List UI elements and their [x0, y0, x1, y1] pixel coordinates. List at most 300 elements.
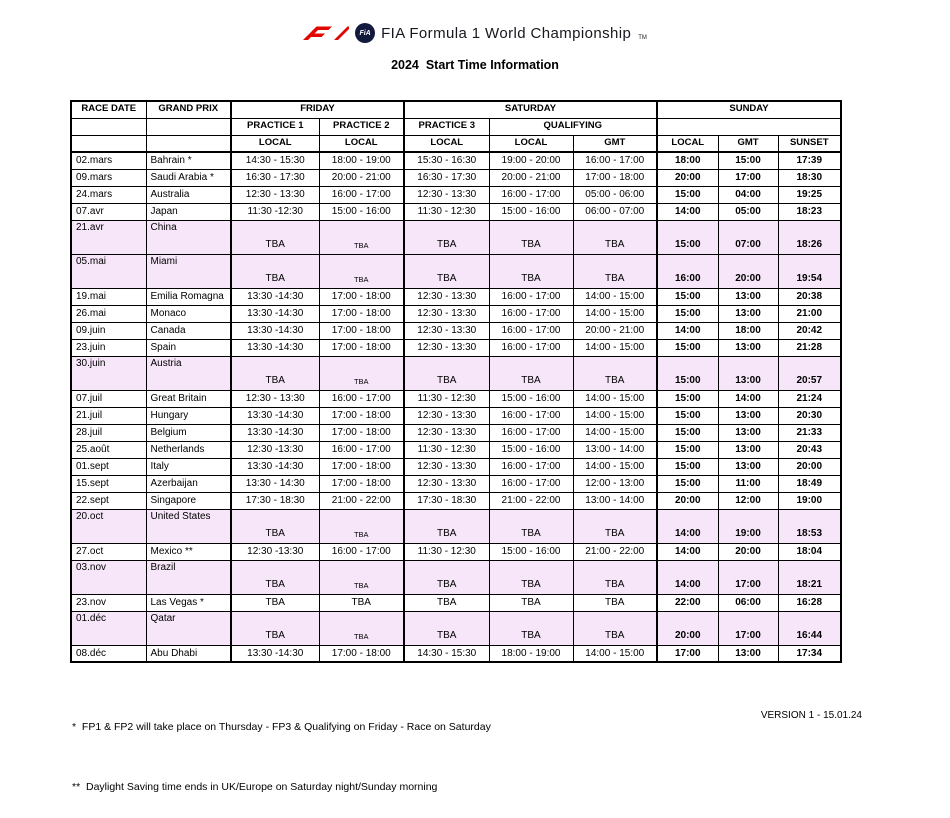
- qualifying-local-cell: 16:00 - 17:00: [489, 305, 573, 322]
- sunset-cell: 18:49: [778, 475, 841, 492]
- sunset-cell: 19:54: [778, 254, 841, 288]
- qualifying-local-cell: 16:00 - 17:00: [489, 475, 573, 492]
- sunday-local-cell: 14:00: [657, 203, 718, 220]
- practice2-local-cell: 15:00 - 16:00: [319, 203, 404, 220]
- practice1-local-cell: 13:30 - 14:30: [231, 475, 319, 492]
- practice2-local-cell: TBA: [319, 594, 404, 611]
- sunset-cell: 18:53: [778, 509, 841, 543]
- qualifying-gmt-cell: 13:00 - 14:00: [573, 441, 657, 458]
- table-row: [71, 475, 841, 492]
- grand-prix-cell: Singapore: [146, 492, 231, 509]
- grand-prix-cell: Qatar: [146, 611, 231, 645]
- qualifying-gmt-cell: 21:00 - 22:00: [573, 543, 657, 560]
- table-row: [71, 424, 841, 441]
- empty-cell: [657, 118, 841, 135]
- practice2-local-cell: 17:00 - 18:00: [319, 288, 404, 305]
- sunset-cell: 21:00: [778, 305, 841, 322]
- sunday-local-cell: 16:00: [657, 254, 718, 288]
- sunday-local-cell: 15:00: [657, 458, 718, 475]
- race-date-cell: 20.oct: [71, 509, 146, 543]
- sunday-gmt-cell: 13:00: [718, 424, 778, 441]
- practice2-local-cell: 17:00 - 18:00: [319, 458, 404, 475]
- sunday-gmt-cell: 13:00: [718, 339, 778, 356]
- practice3-local-cell: TBA: [404, 509, 489, 543]
- championship-header: [0, 24, 950, 42]
- qualifying-gmt-cell: 14:00 - 15:00: [573, 424, 657, 441]
- race-date-cell: 07.avr: [71, 203, 146, 220]
- sunset-cell: 20:42: [778, 322, 841, 339]
- practice3-local-cell: 12:30 - 13:30: [404, 458, 489, 475]
- sunset-cell: 19:00: [778, 492, 841, 509]
- table-row: [71, 305, 841, 322]
- sunday-local-cell: 18:00: [657, 152, 718, 169]
- grand-prix-cell: Great Britain: [146, 390, 231, 407]
- sunset-cell: 17:39: [778, 152, 841, 169]
- col-p2-local: LOCAL: [319, 135, 404, 152]
- sunday-gmt-cell: 13:00: [718, 458, 778, 475]
- sunset-cell: 18:04: [778, 543, 841, 560]
- race-date-cell: 30.juin: [71, 356, 146, 390]
- table-row: [71, 594, 841, 611]
- sunset-cell: 21:33: [778, 424, 841, 441]
- qualifying-gmt-cell: TBA: [573, 254, 657, 288]
- race-date-cell: 09.juin: [71, 322, 146, 339]
- qualifying-gmt-cell: 17:00 - 18:00: [573, 169, 657, 186]
- sunday-gmt-cell: 13:00: [718, 356, 778, 390]
- practice2-local-cell: TBA: [319, 254, 404, 288]
- grand-prix-cell: Emilia Romagna: [146, 288, 231, 305]
- header-row-sessions: [71, 118, 841, 135]
- sunday-local-cell: 15:00: [657, 441, 718, 458]
- sunday-local-cell: 14:00: [657, 560, 718, 594]
- practice3-local-cell: 12:30 - 13:30: [404, 407, 489, 424]
- sunday-local-cell: 15:00: [657, 356, 718, 390]
- grand-prix-cell: Saudi Arabia *: [146, 169, 231, 186]
- qualifying-local-cell: TBA: [489, 254, 573, 288]
- sunday-gmt-cell: 13:00: [718, 305, 778, 322]
- grand-prix-cell: Canada: [146, 322, 231, 339]
- qualifying-gmt-cell: 06:00 - 07:00: [573, 203, 657, 220]
- practice3-local-cell: TBA: [404, 611, 489, 645]
- practice2-local-cell: 17:00 - 18:00: [319, 424, 404, 441]
- sunday-local-cell: 15:00: [657, 424, 718, 441]
- race-date-cell: 05.mai: [71, 254, 146, 288]
- race-date-cell: 07.juil: [71, 390, 146, 407]
- col-practice2: PRACTICE 2: [319, 118, 404, 135]
- race-date-cell: 22.sept: [71, 492, 146, 509]
- practice2-local-cell: 17:00 - 18:00: [319, 407, 404, 424]
- qualifying-gmt-cell: TBA: [573, 220, 657, 254]
- practice1-local-cell: 13:30 -14:30: [231, 458, 319, 475]
- sunday-local-cell: 15:00: [657, 407, 718, 424]
- sunday-gmt-cell: 13:00: [718, 441, 778, 458]
- race-date-cell: 02.mars: [71, 152, 146, 169]
- table-row: [71, 339, 841, 356]
- practice3-local-cell: 11:30 - 12:30: [404, 390, 489, 407]
- sunday-local-cell: 14:00: [657, 322, 718, 339]
- header-row-timezones: [71, 135, 841, 152]
- sunday-gmt-cell: 20:00: [718, 254, 778, 288]
- table-row: [71, 458, 841, 475]
- practice1-local-cell: TBA: [231, 220, 319, 254]
- race-date-cell: 09.mars: [71, 169, 146, 186]
- race-date-cell: 21.avr: [71, 220, 146, 254]
- race-date-cell: 08.déc: [71, 645, 146, 662]
- table-row: [71, 322, 841, 339]
- qualifying-gmt-cell: 14:00 - 15:00: [573, 339, 657, 356]
- practice3-local-cell: TBA: [404, 356, 489, 390]
- practice2-local-cell: 17:00 - 18:00: [319, 322, 404, 339]
- practice3-local-cell: 12:30 - 13:30: [404, 475, 489, 492]
- table-row: [71, 152, 841, 169]
- qualifying-gmt-cell: TBA: [573, 356, 657, 390]
- practice2-local-cell: TBA: [319, 220, 404, 254]
- practice3-local-cell: 16:30 - 17:30: [404, 169, 489, 186]
- sunday-gmt-cell: 05:00: [718, 203, 778, 220]
- sunset-cell: 19:25: [778, 186, 841, 203]
- col-q-gmt: GMT: [573, 135, 657, 152]
- sunday-gmt-cell: 17:00: [718, 560, 778, 594]
- qualifying-local-cell: TBA: [489, 220, 573, 254]
- sunday-local-cell: 20:00: [657, 611, 718, 645]
- col-qualifying: QUALIFYING: [489, 118, 657, 135]
- practice1-local-cell: TBA: [231, 254, 319, 288]
- sunset-cell: 17:34: [778, 645, 841, 662]
- race-date-cell: 25.août: [71, 441, 146, 458]
- grand-prix-cell: China: [146, 220, 231, 254]
- fia-badge-icon: FiA: [356, 24, 374, 42]
- sunset-cell: 21:28: [778, 339, 841, 356]
- practice2-local-cell: 17:00 - 18:00: [319, 339, 404, 356]
- practice1-local-cell: 17:30 - 18:30: [231, 492, 319, 509]
- qualifying-local-cell: TBA: [489, 560, 573, 594]
- col-group-friday: FRIDAY: [231, 101, 404, 118]
- practice1-local-cell: TBA: [231, 594, 319, 611]
- sunday-gmt-cell: 13:00: [718, 407, 778, 424]
- sunday-gmt-cell: 14:00: [718, 390, 778, 407]
- sunset-cell: 18:23: [778, 203, 841, 220]
- sunset-cell: 18:30: [778, 169, 841, 186]
- practice2-local-cell: 18:00 - 19:00: [319, 152, 404, 169]
- race-date-cell: 24.mars: [71, 186, 146, 203]
- sunset-cell: 20:30: [778, 407, 841, 424]
- sunday-local-cell: 22:00: [657, 594, 718, 611]
- qualifying-local-cell: 16:00 - 17:00: [489, 458, 573, 475]
- grand-prix-cell: Australia: [146, 186, 231, 203]
- race-date-cell: 26.mai: [71, 305, 146, 322]
- f1-logo-icon: [303, 26, 349, 40]
- col-practice1: PRACTICE 1: [231, 118, 319, 135]
- sunday-gmt-cell: 17:00: [718, 169, 778, 186]
- practice1-local-cell: TBA: [231, 356, 319, 390]
- qualifying-local-cell: 16:00 - 17:00: [489, 339, 573, 356]
- practice2-local-cell: 16:00 - 17:00: [319, 543, 404, 560]
- race-date-cell: 01.déc: [71, 611, 146, 645]
- col-group-sunday: SUNDAY: [657, 101, 841, 118]
- table-row: [71, 441, 841, 458]
- grand-prix-cell: Abu Dhabi: [146, 645, 231, 662]
- practice1-local-cell: 13:30 -14:30: [231, 645, 319, 662]
- practice3-local-cell: 14:30 - 15:30: [404, 645, 489, 662]
- practice1-local-cell: TBA: [231, 611, 319, 645]
- practice3-local-cell: TBA: [404, 594, 489, 611]
- practice2-local-cell: 16:00 - 17:00: [319, 390, 404, 407]
- qualifying-gmt-cell: TBA: [573, 611, 657, 645]
- col-grand-prix: GRAND PRIX: [146, 101, 231, 118]
- practice1-local-cell: 14:30 - 15:30: [231, 152, 319, 169]
- practice1-local-cell: 12:30 -13:30: [231, 543, 319, 560]
- footnote-thursday-schedule: * FP1 & FP2 will take place on Thursday - FP3 & Qualifying on Friday - Race on Saturday: [72, 720, 491, 733]
- practice1-local-cell: 12:30 - 13:30: [231, 390, 319, 407]
- table-row: [71, 254, 841, 288]
- header-row-groups: [71, 101, 841, 118]
- sunday-gmt-cell: 13:00: [718, 645, 778, 662]
- qualifying-local-cell: TBA: [489, 356, 573, 390]
- table-header: [71, 101, 841, 152]
- table-row: [71, 203, 841, 220]
- qualifying-local-cell: 16:00 - 17:00: [489, 322, 573, 339]
- table-row: [71, 645, 841, 662]
- qualifying-gmt-cell: 14:00 - 15:00: [573, 407, 657, 424]
- grand-prix-cell: Bahrain *: [146, 152, 231, 169]
- qualifying-gmt-cell: 14:00 - 15:00: [573, 645, 657, 662]
- footnote-daylight-saving: ** Daylight Saving time ends in UK/Europe on Saturday night/Sunday morning: [72, 780, 438, 793]
- practice1-local-cell: TBA: [231, 560, 319, 594]
- grand-prix-cell: Las Vegas *: [146, 594, 231, 611]
- sunday-gmt-cell: 20:00: [718, 543, 778, 560]
- practice2-local-cell: 16:00 - 17:00: [319, 186, 404, 203]
- practice1-local-cell: 13:30 -14:30: [231, 407, 319, 424]
- sunday-gmt-cell: 15:00: [718, 152, 778, 169]
- table-row: [71, 509, 841, 543]
- empty-cell: [146, 118, 231, 135]
- qualifying-local-cell: TBA: [489, 509, 573, 543]
- practice3-local-cell: TBA: [404, 560, 489, 594]
- practice3-local-cell: 12:30 - 13:30: [404, 305, 489, 322]
- sunday-local-cell: 15:00: [657, 288, 718, 305]
- qualifying-gmt-cell: 16:00 - 17:00: [573, 152, 657, 169]
- practice2-local-cell: 17:00 - 18:00: [319, 645, 404, 662]
- practice3-local-cell: 15:30 - 16:30: [404, 152, 489, 169]
- grand-prix-cell: Spain: [146, 339, 231, 356]
- table-row: [71, 543, 841, 560]
- qualifying-local-cell: 20:00 - 21:00: [489, 169, 573, 186]
- practice3-local-cell: 12:30 - 13:30: [404, 424, 489, 441]
- sunset-cell: 21:24: [778, 390, 841, 407]
- sunday-gmt-cell: 04:00: [718, 186, 778, 203]
- sunday-gmt-cell: 17:00: [718, 611, 778, 645]
- sunset-cell: 18:21: [778, 560, 841, 594]
- col-sun-gmt: GMT: [718, 135, 778, 152]
- race-date-cell: 03.nov: [71, 560, 146, 594]
- sunday-gmt-cell: 18:00: [718, 322, 778, 339]
- grand-prix-cell: Miami: [146, 254, 231, 288]
- practice2-local-cell: 17:00 - 18:00: [319, 475, 404, 492]
- practice2-local-cell: TBA: [319, 560, 404, 594]
- table-row: [71, 186, 841, 203]
- sunset-cell: 18:26: [778, 220, 841, 254]
- sunday-gmt-cell: 19:00: [718, 509, 778, 543]
- empty-cell: [71, 135, 146, 152]
- table-body: [71, 152, 841, 662]
- qualifying-gmt-cell: 12:00 - 13:00: [573, 475, 657, 492]
- table-row: [71, 390, 841, 407]
- sunset-cell: 20:43: [778, 441, 841, 458]
- race-date-cell: 21.juil: [71, 407, 146, 424]
- qualifying-gmt-cell: TBA: [573, 560, 657, 594]
- start-times-table: [70, 100, 842, 663]
- qualifying-local-cell: 15:00 - 16:00: [489, 441, 573, 458]
- table-row: [71, 288, 841, 305]
- qualifying-gmt-cell: 14:00 - 15:00: [573, 288, 657, 305]
- sunday-gmt-cell: 11:00: [718, 475, 778, 492]
- practice2-local-cell: 17:00 - 18:00: [319, 305, 404, 322]
- qualifying-local-cell: TBA: [489, 594, 573, 611]
- table-row: [71, 611, 841, 645]
- qualifying-gmt-cell: 05:00 - 06:00: [573, 186, 657, 203]
- qualifying-gmt-cell: TBA: [573, 594, 657, 611]
- grand-prix-cell: Monaco: [146, 305, 231, 322]
- qualifying-local-cell: 21:00 - 22:00: [489, 492, 573, 509]
- grand-prix-cell: Japan: [146, 203, 231, 220]
- practice2-local-cell: 16:00 - 17:00: [319, 441, 404, 458]
- sunday-local-cell: 15:00: [657, 305, 718, 322]
- col-sun-local: LOCAL: [657, 135, 718, 152]
- sunday-local-cell: 15:00: [657, 339, 718, 356]
- sunday-local-cell: 14:00: [657, 509, 718, 543]
- table-row: [71, 407, 841, 424]
- sunday-local-cell: 20:00: [657, 492, 718, 509]
- sunday-gmt-cell: 06:00: [718, 594, 778, 611]
- grand-prix-cell: Mexico **: [146, 543, 231, 560]
- practice1-local-cell: 13:30 -14:30: [231, 288, 319, 305]
- table-row: [71, 356, 841, 390]
- qualifying-gmt-cell: 14:00 - 15:00: [573, 305, 657, 322]
- table-row: [71, 560, 841, 594]
- qualifying-local-cell: 16:00 - 17:00: [489, 186, 573, 203]
- practice3-local-cell: 11:30 - 12:30: [404, 441, 489, 458]
- practice3-local-cell: 12:30 - 13:30: [404, 339, 489, 356]
- grand-prix-cell: Hungary: [146, 407, 231, 424]
- trademark-symbol: TM: [638, 35, 647, 41]
- race-date-cell: 23.nov: [71, 594, 146, 611]
- practice2-local-cell: 21:00 - 22:00: [319, 492, 404, 509]
- sunday-gmt-cell: 12:00: [718, 492, 778, 509]
- qualifying-local-cell: 16:00 - 17:00: [489, 407, 573, 424]
- practice3-local-cell: 12:30 - 13:30: [404, 288, 489, 305]
- qualifying-local-cell: 15:00 - 16:00: [489, 543, 573, 560]
- practice1-local-cell: 13:30 -14:30: [231, 339, 319, 356]
- grand-prix-cell: Netherlands: [146, 441, 231, 458]
- sunset-cell: 20:38: [778, 288, 841, 305]
- col-sunset: SUNSET: [778, 135, 841, 152]
- version-label: VERSION 1 - 15.01.24: [760, 710, 862, 721]
- table-row: [71, 220, 841, 254]
- qualifying-local-cell: 19:00 - 20:00: [489, 152, 573, 169]
- qualifying-gmt-cell: 14:00 - 15:00: [573, 390, 657, 407]
- sunday-local-cell: 15:00: [657, 390, 718, 407]
- practice2-local-cell: TBA: [319, 356, 404, 390]
- sunset-cell: 20:57: [778, 356, 841, 390]
- practice3-local-cell: 12:30 - 13:30: [404, 322, 489, 339]
- race-date-cell: 15.sept: [71, 475, 146, 492]
- qualifying-local-cell: 15:00 - 16:00: [489, 390, 573, 407]
- qualifying-local-cell: 16:00 - 17:00: [489, 288, 573, 305]
- qualifying-gmt-cell: 13:00 - 14:00: [573, 492, 657, 509]
- qualifying-local-cell: TBA: [489, 611, 573, 645]
- practice1-local-cell: 12:30 -13:30: [231, 441, 319, 458]
- qualifying-local-cell: 18:00 - 19:00: [489, 645, 573, 662]
- practice3-local-cell: TBA: [404, 254, 489, 288]
- championship-title: FIA Formula 1 World Championship: [381, 24, 632, 42]
- sunday-local-cell: 15:00: [657, 186, 718, 203]
- table-row: [71, 169, 841, 186]
- practice2-local-cell: 20:00 - 21:00: [319, 169, 404, 186]
- sunday-gmt-cell: 07:00: [718, 220, 778, 254]
- col-group-saturday: SATURDAY: [404, 101, 657, 118]
- practice1-local-cell: TBA: [231, 509, 319, 543]
- table-row: [71, 492, 841, 509]
- practice3-local-cell: TBA: [404, 220, 489, 254]
- col-p1-local: LOCAL: [231, 135, 319, 152]
- practice1-local-cell: 11:30 -12:30: [231, 203, 319, 220]
- race-date-cell: 19.mai: [71, 288, 146, 305]
- practice1-local-cell: 13:30 -14:30: [231, 305, 319, 322]
- sunset-cell: 16:28: [778, 594, 841, 611]
- practice3-local-cell: 11:30 - 12:30: [404, 543, 489, 560]
- qualifying-gmt-cell: 20:00 - 21:00: [573, 322, 657, 339]
- sunday-local-cell: 15:00: [657, 220, 718, 254]
- qualifying-gmt-cell: TBA: [573, 509, 657, 543]
- sunday-local-cell: 17:00: [657, 645, 718, 662]
- sunday-local-cell: 20:00: [657, 169, 718, 186]
- col-practice3: PRACTICE 3: [404, 118, 489, 135]
- sunday-gmt-cell: 13:00: [718, 288, 778, 305]
- practice3-local-cell: 12:30 - 13:30: [404, 186, 489, 203]
- practice2-local-cell: TBA: [319, 611, 404, 645]
- grand-prix-cell: Belgium: [146, 424, 231, 441]
- grand-prix-cell: Austria: [146, 356, 231, 390]
- race-date-cell: 27.oct: [71, 543, 146, 560]
- race-date-cell: 28.juil: [71, 424, 146, 441]
- qualifying-local-cell: 16:00 - 17:00: [489, 424, 573, 441]
- grand-prix-cell: United States: [146, 509, 231, 543]
- practice1-local-cell: 16:30 - 17:30: [231, 169, 319, 186]
- race-date-cell: 23.juin: [71, 339, 146, 356]
- page-title: 2024 Start Time Information: [391, 58, 559, 72]
- practice1-local-cell: 13:30 -14:30: [231, 322, 319, 339]
- practice2-local-cell: TBA: [319, 509, 404, 543]
- sunday-local-cell: 15:00: [657, 475, 718, 492]
- sunset-cell: 16:44: [778, 611, 841, 645]
- practice1-local-cell: 12:30 - 13:30: [231, 186, 319, 203]
- col-q-local: LOCAL: [489, 135, 573, 152]
- grand-prix-cell: Azerbaijan: [146, 475, 231, 492]
- practice3-local-cell: 17:30 - 18:30: [404, 492, 489, 509]
- practice3-local-cell: 11:30 - 12:30: [404, 203, 489, 220]
- empty-cell: [71, 118, 146, 135]
- sunset-cell: 20:00: [778, 458, 841, 475]
- col-race-date: RACE DATE: [71, 101, 146, 118]
- col-p3-local: LOCAL: [404, 135, 489, 152]
- empty-cell: [146, 135, 231, 152]
- qualifying-local-cell: 15:00 - 16:00: [489, 203, 573, 220]
- footnotes: [72, 678, 491, 818]
- sunday-local-cell: 14:00: [657, 543, 718, 560]
- grand-prix-cell: Italy: [146, 458, 231, 475]
- practice1-local-cell: 13:30 -14:30: [231, 424, 319, 441]
- qualifying-gmt-cell: 14:00 - 15:00: [573, 458, 657, 475]
